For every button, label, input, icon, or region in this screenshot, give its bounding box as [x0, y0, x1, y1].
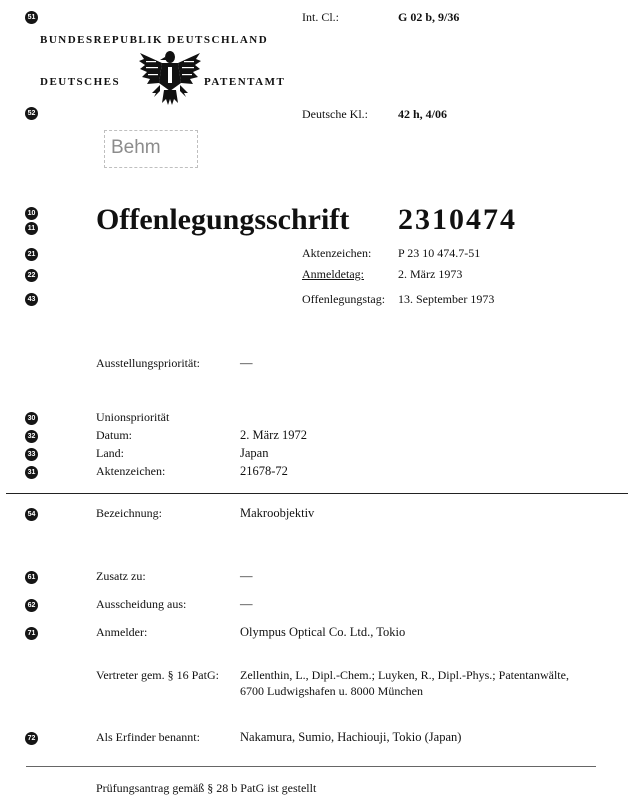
int-cl-value: G 02 b, 9/36 — [398, 10, 460, 24]
anmeldetag-value: 2. März 1973 — [398, 267, 463, 281]
code-32: 32 — [25, 430, 38, 443]
office-right: PATENTAMT — [204, 76, 286, 88]
federal-eagle-icon — [138, 47, 202, 109]
datum-value: 2. März 1972 — [240, 428, 307, 442]
document-type-title: Offenlegungsschrift — [96, 203, 350, 236]
vertreter-line-2: 6700 Ludwigshafen u. 8000 München — [240, 684, 423, 698]
pruefungsantrag-note: Prüfungsantrag gemäß § 28 b PatG ist gestellt — [96, 781, 317, 795]
code-71: 71 — [25, 627, 38, 640]
prio-aktenzeichen-value: 21678-72 — [240, 464, 288, 478]
zusatz-value: — — [240, 569, 253, 583]
erfinder-label: Als Erfinder benannt: — [96, 730, 200, 744]
unionsprioritaet-label: Unionspriorität — [96, 410, 170, 424]
ausscheidung-value: — — [240, 597, 253, 611]
code-72: 72 — [25, 732, 38, 745]
bezeichnung-label: Bezeichnung: — [96, 506, 162, 520]
land-value: Japan — [240, 446, 269, 460]
deutsche-kl-value: 42 h, 4/06 — [398, 107, 448, 121]
filing-aktenzeichen-value: P 23 10 474.7-51 — [398, 246, 481, 260]
offenlegungstag-value: 13. September 1973 — [398, 292, 495, 306]
anmelder-label: Anmelder: — [96, 625, 148, 639]
code-10: 10 — [25, 207, 38, 220]
code-43: 43 — [25, 293, 38, 306]
code-11: 11 — [25, 222, 38, 235]
office-left: DEUTSCHES — [40, 76, 121, 88]
anmelder-value: Olympus Optical Co. Ltd., Tokio — [240, 625, 406, 639]
deutsche-kl-label: Deutsche Kl.: — [302, 107, 368, 121]
country-name: BUNDESREPUBLIK DEUTSCHLAND — [40, 34, 269, 46]
int-cl-label: Int. Cl.: — [302, 10, 340, 24]
code-33: 33 — [25, 448, 38, 461]
code-31: 31 — [25, 466, 38, 479]
code-62: 62 — [25, 599, 38, 612]
code-61: 61 — [25, 571, 38, 584]
ausscheidung-label: Ausscheidung aus: — [96, 597, 187, 611]
erfinder-value: Nakamura, Sumio, Hachiouji, Tokio (Japan) — [240, 730, 462, 744]
land-label: Land: — [96, 446, 124, 460]
ausstellungsprioritaet-label: Ausstellungspriorität: — [96, 356, 200, 370]
vertreter-label: Vertreter gem. § 16 PatG: — [96, 668, 219, 682]
bezeichnung-value: Makroobjektiv — [240, 506, 315, 520]
code-21: 21 — [25, 248, 38, 261]
prio-aktenzeichen-label: Aktenzeichen: — [96, 464, 166, 478]
offenlegungstag-label: Offenlegungstag: — [302, 292, 386, 306]
code-51: 51 — [25, 11, 38, 24]
divider-lower — [26, 766, 596, 767]
code-52: 52 — [25, 107, 38, 120]
code-22: 22 — [25, 269, 38, 282]
code-30: 30 — [25, 412, 38, 425]
code-54: 54 — [25, 508, 38, 521]
anmeldetag-label: Anmeldetag: — [302, 267, 364, 281]
publication-number: 2310474 — [398, 203, 517, 236]
ausstellungsprioritaet-value: — — [240, 356, 253, 370]
zusatz-label: Zusatz zu: — [96, 569, 146, 583]
datum-label: Datum: — [96, 428, 132, 442]
filing-aktenzeichen-label: Aktenzeichen: — [302, 246, 372, 260]
vertreter-line-1: Zellenthin, L., Dipl.-Chem.; Luyken, R., Dipl.-Phys.; Patentanwälte, — [240, 668, 569, 682]
library-stamp: Behm — [104, 130, 198, 168]
divider-upper — [6, 493, 628, 494]
